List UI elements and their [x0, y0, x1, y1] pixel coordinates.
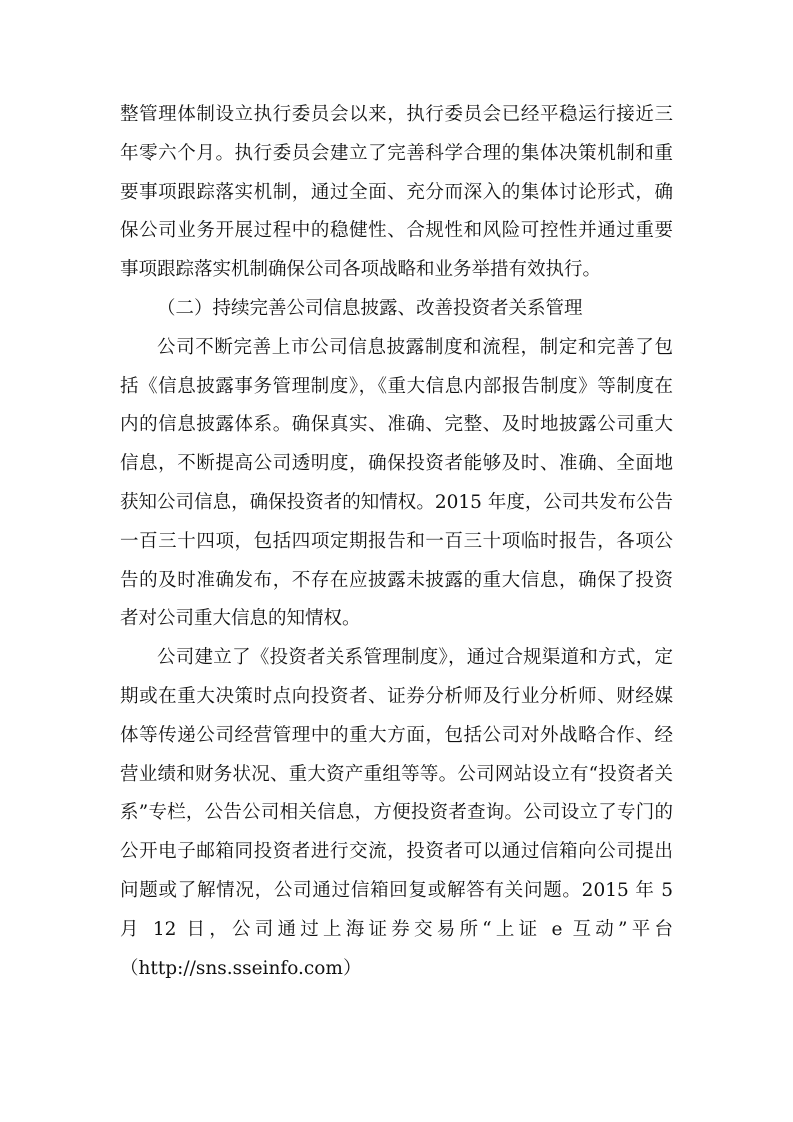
document-body — [120, 96, 673, 988]
paragraph-executive-committee: 整管理体制设立执行委员会以来，执行委员会已经平稳运行接近三年零六个月。执行委员会建立了完善科学合理的集体决策机制和重要事项跟踪落实机制，通过全面、充分而深入的集体讨论形式，确保公司业务开展过程中的稳健性、合规性和风险可控性并通过重要事项跟踪落实机制确保公司各项战略和业务举措有效执行。 — [120, 104, 673, 281]
section-heading-disclosure: （二）持续完善公司信息披露、改善投资者关系管理 — [157, 297, 583, 319]
paragraph-investor-relations: 公司建立了《投资者关系管理制度》，通过合规渠道和方式，定期或在重大决策时点向投资者、证券分析师及行业分析师、财经媒体等传递公司经营管理中的重大方面，包括公司对外战略合作、经营业绩和财务状况、重大资产重组等等。公司网站设立有“投资者关系”专栏，公告公司相关信息，方便投资者查询。公司设立了专门的公开电子邮箱同投资者进行交流，投资者可以通过信箱向公司提出问题或了解情况，公司通过信箱回复或解答有关问题。2015 年 5 月 12 日，公司通过上海证券交易所“上证 e 互动”平台（http://sns.sseinfo.com） — [120, 647, 673, 979]
paragraph-information-disclosure: 公司不断完善上市公司信息披露制度和流程，制定和完善了包括《信息披露事务管理制度》，《重大信息内部报告制度》等制度在内的信息披露体系。确保真实、准确、完整、及时地披露公司重大信息，不断提高公司透明度，确保投资者能够及时、准确、全面地获知公司信息，确保投资者的知情权。2015 年度，公司共发布公告一百三十四项，包括四项定期报告和一百三十项临时报告，各项公告的及时准确发布，不存在应披露未披露的重大信息，确保了投资者对公司重大信息的知情权。 — [120, 336, 673, 630]
